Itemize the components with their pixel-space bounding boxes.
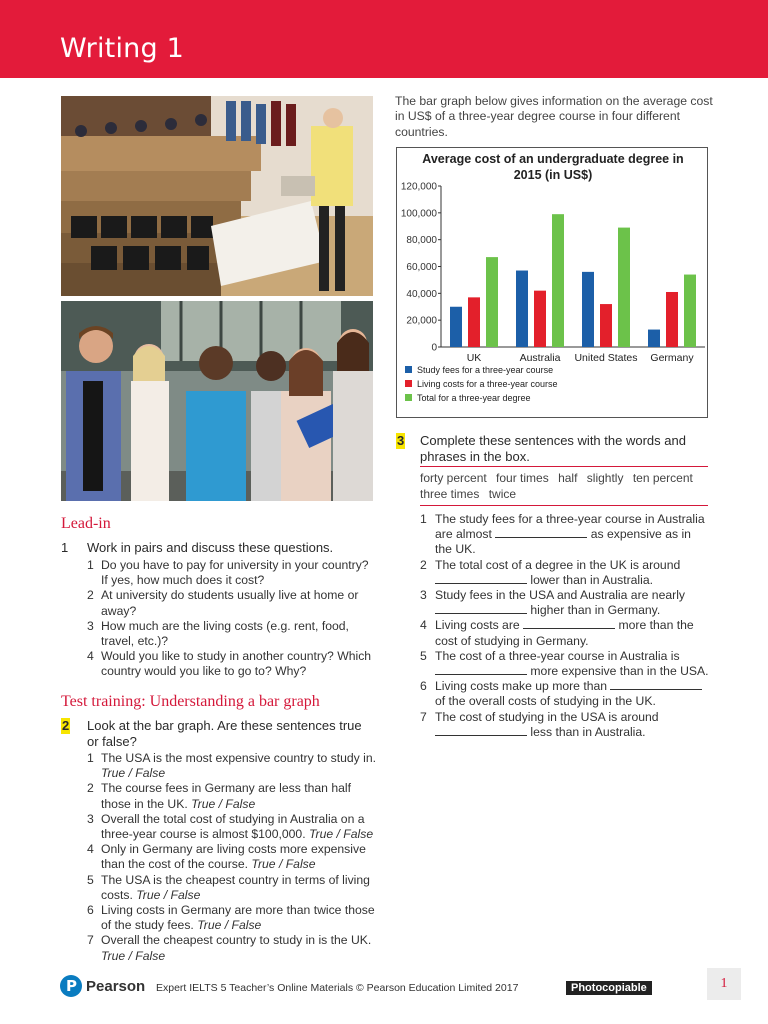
bar xyxy=(582,272,594,347)
item-number: 3 xyxy=(87,811,94,826)
word-option: three times xyxy=(420,487,480,501)
item-number: 1 xyxy=(87,558,94,572)
list-item xyxy=(420,710,710,740)
item-text: The USA is the cheapest country in terms of living costs. xyxy=(101,872,370,902)
item-number: 4 xyxy=(87,649,94,664)
answer-blank[interactable] xyxy=(610,679,702,690)
legend-swatch xyxy=(405,394,412,401)
list-item xyxy=(420,588,710,618)
word-option: ten percent xyxy=(632,471,693,485)
chart-intro: The bar graph below gives information on the average cost in US$ of a three-year degree course in four different countries. xyxy=(395,94,713,139)
item-text: The study fees for a three-year course in Australia are almost xyxy=(435,512,705,542)
item-number: 5 xyxy=(420,648,427,663)
item-number: 1 xyxy=(87,751,94,765)
page-header xyxy=(0,0,768,78)
word-option: slightly xyxy=(586,471,624,485)
y-tick-label: 20,000 xyxy=(406,315,437,327)
legend-swatch xyxy=(405,366,412,373)
x-tick-label: Australia xyxy=(519,352,561,364)
bar xyxy=(468,297,480,347)
item-number: 7 xyxy=(420,709,427,724)
x-tick-label: Germany xyxy=(650,352,694,364)
page-title: Writing 1 xyxy=(60,33,184,64)
list-item xyxy=(420,649,710,679)
item-text: Would you like to study in another country? Which country would you like to go to? Why? xyxy=(101,649,372,679)
legend-swatch xyxy=(405,380,412,387)
question-number: 1 xyxy=(61,540,69,555)
answer-blank[interactable] xyxy=(435,603,527,614)
item-number: 4 xyxy=(420,618,427,633)
chart-title-line-2: 2015 (in US$) xyxy=(513,168,593,182)
true-false-choice[interactable]: True / False xyxy=(101,766,166,781)
item-text: The cost of studying in the USA is around xyxy=(435,709,659,724)
list-item xyxy=(87,588,377,618)
answer-blank[interactable] xyxy=(435,664,527,675)
bar xyxy=(648,330,660,347)
item-text: more than the cost of studying in Germany. xyxy=(435,618,694,648)
test-training-heading: Test training: Understanding a bar graph xyxy=(61,693,320,710)
legend-label: Study fees for a three-year course xyxy=(417,365,554,375)
item-text: Living costs in Germany are more than twice those of the study fees. xyxy=(101,903,375,933)
true-false-list xyxy=(87,751,377,964)
item-number: 2 xyxy=(420,557,427,572)
item-text: higher than in Germany. xyxy=(530,603,661,618)
word-option: half xyxy=(558,471,578,485)
item-number: 6 xyxy=(87,903,94,918)
true-false-choice[interactable]: True / False xyxy=(197,918,262,933)
item-text: of the overall costs of studying in the UK. xyxy=(435,694,656,709)
true-false-choice[interactable]: True / False xyxy=(191,796,256,811)
bar xyxy=(666,292,678,347)
x-tick-label: UK xyxy=(466,352,482,364)
answer-blank[interactable] xyxy=(435,573,527,584)
item-number: 2 xyxy=(87,588,94,603)
question-2 xyxy=(61,718,373,749)
chart-title-line-1: Average cost of an undergraduate degree in xyxy=(422,152,684,166)
lecture-hall-photo xyxy=(61,96,373,296)
item-text: less than in Australia. xyxy=(530,724,646,739)
item-number: 3 xyxy=(87,618,94,633)
item-number: 7 xyxy=(87,933,94,948)
true-false-choice[interactable]: True / False xyxy=(251,857,316,872)
word-option: twice xyxy=(488,487,517,501)
word-box xyxy=(420,466,708,506)
bar-chart-svg xyxy=(397,148,709,419)
footer-copyright: Expert IELTS 5 Teacher’s Online Materials © Pearson Education Limited 2017 xyxy=(156,982,519,994)
item-number: 1 xyxy=(420,512,427,526)
bar xyxy=(450,307,462,347)
word-option: four times xyxy=(496,471,549,485)
item-number: 4 xyxy=(87,842,94,857)
list-item xyxy=(87,903,377,933)
item-text: lower than in Australia. xyxy=(530,572,654,587)
item-text: Living costs make up more than xyxy=(435,679,608,694)
true-false-choice[interactable]: True / False xyxy=(101,948,166,963)
list-item xyxy=(87,812,377,842)
y-tick-label: 0 xyxy=(431,342,437,354)
lead-in-list xyxy=(87,558,377,680)
answer-blank[interactable] xyxy=(523,618,615,629)
question-1 xyxy=(61,540,373,556)
list-item xyxy=(87,781,377,811)
logo-letter: P xyxy=(66,977,77,995)
item-text: Do you have to pay for university in your country? If yes, how much does it cost? xyxy=(101,558,369,588)
legend-label: Total for a three-year degree xyxy=(417,393,531,403)
students-photo xyxy=(61,301,373,501)
list-item xyxy=(87,558,377,588)
item-text: more expensive than in the USA. xyxy=(530,664,709,679)
photocopiable-badge: Photocopiable xyxy=(566,981,652,995)
x-tick-label: United States xyxy=(574,352,638,364)
item-text: The total cost of a degree in the UK is around xyxy=(435,557,681,572)
bar xyxy=(552,214,564,347)
question-number: 3 xyxy=(397,433,405,448)
lead-in-heading: Lead-in xyxy=(61,515,111,532)
bar-chart xyxy=(396,147,708,418)
item-number: 3 xyxy=(420,588,427,603)
item-text: Living costs are xyxy=(435,618,520,633)
question-text: Complete these sentences with the words and phrases in the box. xyxy=(420,433,686,464)
list-item xyxy=(87,751,377,781)
item-text: How much are the living costs (e.g. rent, food, travel, etc.)? xyxy=(101,618,349,649)
gap-fill-list xyxy=(420,512,710,740)
answer-blank[interactable] xyxy=(435,725,527,736)
footer-brand: Pearson xyxy=(86,978,146,995)
bar xyxy=(534,291,546,347)
word-option: forty percent xyxy=(420,471,487,485)
true-false-choice[interactable]: True / False xyxy=(136,887,201,902)
question-text: Look at the bar graph. Are these sentences true or false? xyxy=(87,718,362,749)
list-item xyxy=(87,649,377,679)
item-number: 2 xyxy=(87,781,94,796)
page-number: 1 xyxy=(707,968,741,1000)
item-text: The course fees in Germany are less than half those in the UK. xyxy=(101,781,351,811)
question-3 xyxy=(396,433,716,464)
list-item xyxy=(420,512,710,558)
pearson-logo-icon xyxy=(60,975,82,997)
y-tick-label: 100,000 xyxy=(400,208,437,220)
bar xyxy=(516,271,528,347)
bar xyxy=(600,304,612,347)
list-item xyxy=(420,558,710,588)
bar xyxy=(618,228,630,347)
list-item xyxy=(87,619,377,649)
list-item xyxy=(87,933,377,963)
y-tick-label: 40,000 xyxy=(406,288,437,300)
item-text: Overall the total cost of studying in Australia on a three-year course is almost $100,000. xyxy=(101,811,365,842)
item-text: The USA is the most expensive country to study in. xyxy=(101,751,377,765)
legend-label: Living costs for a three-year course xyxy=(417,379,558,389)
list-item xyxy=(420,679,710,709)
item-number: 5 xyxy=(87,872,94,887)
list-item xyxy=(420,618,710,648)
y-tick-label: 120,000 xyxy=(400,181,437,193)
bar xyxy=(486,257,498,347)
item-number: 6 xyxy=(420,679,427,694)
item-text: Only in Germany are living costs more expensive than the cost of the course. xyxy=(101,842,366,872)
y-tick-label: 80,000 xyxy=(406,235,437,247)
item-text: Overall the cheapest country to study in is the UK. xyxy=(101,933,372,948)
question-number: 2 xyxy=(62,718,70,733)
item-text: The cost of a three-year course in Australia is xyxy=(435,648,680,663)
item-text: Study fees in the USA and Australia are nearly xyxy=(435,588,685,603)
bar xyxy=(684,275,696,347)
true-false-choice[interactable]: True / False xyxy=(308,827,374,842)
list-item xyxy=(87,842,377,872)
y-tick-label: 60,000 xyxy=(406,262,437,273)
answer-blank[interactable] xyxy=(495,527,587,538)
item-text: At university do students usually live at home or away? xyxy=(101,588,359,618)
question-text: Work in pairs and discuss these questions. xyxy=(87,540,334,555)
list-item xyxy=(87,873,377,903)
item-text: as expensive as in the UK. xyxy=(435,527,691,557)
